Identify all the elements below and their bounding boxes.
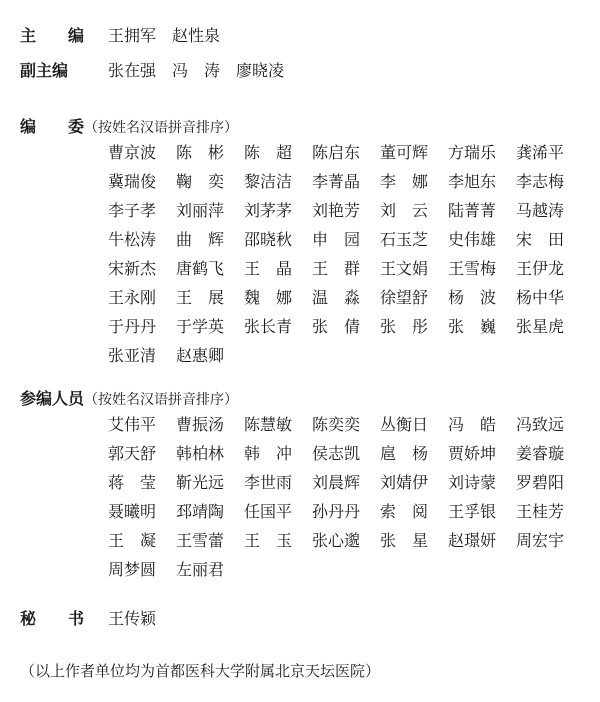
person-name: 曹京波 — [108, 143, 157, 162]
person-name: 刘晨辉 — [312, 473, 361, 492]
person-name: 刘茅茅 — [244, 201, 293, 220]
person-name: 王 群 — [312, 259, 361, 278]
person-name: 丛衡日 — [380, 415, 429, 434]
person-name: 刘丽萍 — [176, 201, 225, 220]
person-name: 王 凝 — [108, 531, 157, 550]
person-name: 韩 冲 — [244, 444, 293, 463]
person-name: 冯 皓 — [448, 415, 497, 434]
person-name: 宋 田 — [516, 230, 565, 249]
person-name: 申 园 — [312, 230, 361, 249]
editorial-board-heading — [20, 117, 238, 138]
person-name: 陈慧敏 — [244, 415, 293, 434]
editorial-board-names — [108, 140, 588, 372]
person-name: 李子孝 — [108, 201, 157, 220]
associate-editors-names: 张在强 冯 涛 廖晓凌 — [108, 61, 285, 80]
person-name: 张心邈 — [312, 531, 361, 550]
contributors-sort-note: （按姓名汉语拼音排序） — [84, 392, 239, 408]
person-name: 陈 超 — [244, 143, 293, 162]
person-name: 王 玉 — [244, 531, 293, 550]
secretary-label: 秘 书 — [20, 609, 85, 628]
person-name: 王雪蕾 — [176, 531, 225, 550]
person-name: 王孚银 — [448, 502, 497, 521]
person-name: 史伟雄 — [448, 230, 497, 249]
person-name: 陈奕奕 — [312, 415, 361, 434]
editorial-board-sort-note: （按姓名汉语拼音排序） — [84, 120, 239, 136]
person-name: 陆菁菁 — [448, 201, 497, 220]
person-name: 李旭东 — [448, 172, 497, 191]
person-name: 刘婧伊 — [380, 473, 429, 492]
person-name: 方瑞乐 — [448, 143, 497, 162]
person-name: 黎洁洁 — [244, 172, 293, 191]
person-name: 赵惠卿 — [176, 346, 225, 365]
person-name: 曲 辉 — [176, 230, 225, 249]
contributors-label: 参编人员 — [20, 389, 85, 408]
person-name: 陈 彬 — [176, 143, 225, 162]
person-name: 邵晓秋 — [244, 230, 293, 249]
person-name: 徐望舒 — [380, 288, 429, 307]
person-name: 索 阅 — [380, 502, 429, 521]
person-name: 艾伟平 — [108, 415, 157, 434]
person-name: 冯致远 — [516, 415, 565, 434]
person-name: 牛松涛 — [108, 230, 157, 249]
person-name: 曹振汤 — [176, 415, 225, 434]
person-name: 张 星 — [380, 531, 429, 550]
person-name: 董可辉 — [380, 143, 429, 162]
person-name: 蒋 莹 — [108, 473, 157, 492]
chief-editors-label: 主 编 — [20, 26, 85, 45]
person-name: 龚浠平 — [516, 143, 565, 162]
person-name: 李世雨 — [244, 473, 293, 492]
person-name: 李志梅 — [516, 172, 565, 191]
person-name: 张 巍 — [448, 317, 497, 336]
person-name: 王永刚 — [108, 288, 157, 307]
person-name: 聂曦明 — [108, 502, 157, 521]
person-name: 张亚清 — [108, 346, 157, 365]
person-name: 马越涛 — [516, 201, 565, 220]
person-name: 王伊龙 — [516, 259, 565, 278]
contributors-names — [108, 412, 588, 586]
person-name: 王雪梅 — [448, 259, 497, 278]
person-name: 赵璟妍 — [448, 531, 497, 550]
associate-editors-label: 副主编 — [20, 61, 69, 80]
person-name: 邳靖陶 — [176, 502, 225, 521]
person-name: 唐鹤飞 — [176, 259, 225, 278]
person-name: 任国平 — [244, 502, 293, 521]
person-name: 罗碧阳 — [516, 473, 565, 492]
person-name: 于丹丹 — [108, 317, 157, 336]
person-name: 王 晶 — [244, 259, 293, 278]
affiliation-note: （以上作者单位均为首都医科大学附属北京天坛医院） — [20, 662, 381, 680]
person-name: 周梦圆 — [108, 560, 157, 579]
person-name: 孙丹丹 — [312, 502, 361, 521]
person-name: 冀瑞俊 — [108, 172, 157, 191]
person-name: 宋新杰 — [108, 259, 157, 278]
person-name: 贾娇坤 — [448, 444, 497, 463]
person-name: 韩柏林 — [176, 444, 225, 463]
person-name: 李菁晶 — [312, 172, 361, 191]
person-name: 张星虎 — [516, 317, 565, 336]
person-name: 郭天舒 — [108, 444, 157, 463]
person-name: 刘 云 — [380, 201, 429, 220]
person-name: 靳光远 — [176, 473, 225, 492]
person-name: 陈启东 — [312, 143, 361, 162]
person-name: 扈 杨 — [380, 444, 429, 463]
person-name: 杨 波 — [448, 288, 497, 307]
person-name: 王文娟 — [380, 259, 429, 278]
contributors-heading — [20, 389, 238, 410]
person-name: 张长青 — [244, 317, 293, 336]
person-name: 李 娜 — [380, 172, 429, 191]
editorial-board-label: 编 委 — [20, 117, 85, 136]
person-name: 王 展 — [176, 288, 225, 307]
person-name: 张 彤 — [380, 317, 429, 336]
person-name: 侯志凯 — [312, 444, 361, 463]
person-name: 石玉芝 — [380, 230, 429, 249]
person-name: 于学英 — [176, 317, 225, 336]
person-name: 姜睿璇 — [516, 444, 565, 463]
person-name: 周宏宇 — [516, 531, 565, 550]
secretary-name: 王传颖 — [108, 609, 157, 628]
person-name: 刘艳芳 — [312, 201, 361, 220]
person-name: 魏 娜 — [244, 288, 293, 307]
chief-editors-names: 王拥军 赵性泉 — [108, 26, 221, 45]
person-name: 左丽君 — [176, 560, 225, 579]
person-name: 鞠 奕 — [176, 172, 225, 191]
person-name: 刘诗蒙 — [448, 473, 497, 492]
person-name: 温 淼 — [312, 288, 361, 307]
person-name: 王桂芳 — [516, 502, 565, 521]
person-name: 张 倩 — [312, 317, 361, 336]
person-name: 杨中华 — [516, 288, 565, 307]
